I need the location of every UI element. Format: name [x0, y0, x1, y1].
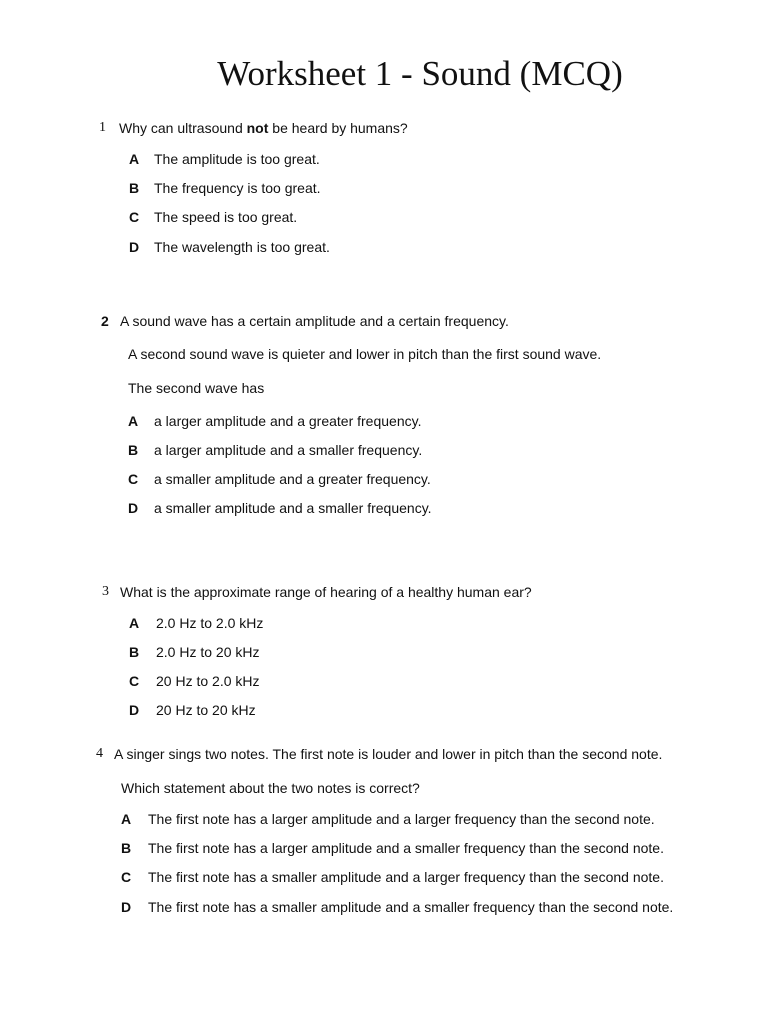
- option-text: The amplitude is too great.: [154, 151, 320, 167]
- option-letter: C: [121, 869, 132, 885]
- option-letter: B: [129, 180, 140, 196]
- option-letter: B: [121, 840, 132, 856]
- option-letter: A: [128, 413, 139, 429]
- option-letter: A: [121, 811, 132, 827]
- option-letter: A: [129, 615, 140, 631]
- option-text: a larger amplitude and a smaller frequency.: [154, 442, 423, 458]
- question-stem: Which statement about the two notes is correct?: [121, 780, 420, 796]
- option-text: 20 Hz to 20 kHz: [156, 702, 256, 718]
- question-number: 4: [96, 746, 103, 761]
- option-text: The first note has a smaller amplitude and a larger frequency than the second note.: [148, 869, 664, 885]
- option-letter: A: [129, 151, 140, 167]
- option-letter: D: [129, 702, 140, 718]
- option-text: The wavelength is too great.: [154, 239, 330, 255]
- option-letter: D: [121, 899, 132, 915]
- question-stem: The second wave has: [128, 380, 265, 396]
- option-letter: C: [128, 471, 139, 487]
- option-letter: D: [128, 500, 139, 516]
- option-letter: D: [129, 239, 140, 255]
- option-text: The first note has a larger amplitude and a larger frequency than the second note.: [148, 811, 655, 827]
- option-text: The first note has a smaller amplitude and a smaller frequency than the second note.: [148, 899, 674, 915]
- option-text: The frequency is too great.: [154, 180, 321, 196]
- option-text: a smaller amplitude and a smaller frequency.: [154, 500, 432, 516]
- option-letter: B: [129, 644, 140, 660]
- option-text: a larger amplitude and a greater frequency.: [154, 413, 422, 429]
- question-number: 1: [99, 120, 106, 135]
- option-letter: C: [129, 673, 140, 689]
- option-text: The first note has a larger amplitude and a smaller frequency than the second note.: [148, 840, 664, 856]
- option-letter: C: [129, 209, 140, 225]
- option-text: 20 Hz to 2.0 kHz: [156, 673, 260, 689]
- question-number: 2: [101, 313, 109, 329]
- question-text-part: Why can ultrasound: [119, 120, 247, 136]
- option-text: a smaller amplitude and a greater frequency.: [154, 471, 431, 487]
- question-number: 3: [102, 584, 109, 599]
- question-text: [119, 119, 408, 137]
- option-text: 2.0 Hz to 2.0 kHz: [156, 615, 264, 631]
- question-text-part: be heard by humans?: [268, 120, 408, 136]
- worksheet-title: Worksheet 1 - Sound (MCQ): [217, 54, 623, 93]
- question-text: A sound wave has a certain amplitude and a certain frequency.: [120, 313, 509, 329]
- question-text: A singer sings two notes. The first note is louder and lower in pitch than the second note.: [114, 746, 663, 762]
- question-text: What is the approximate range of hearing of a healthy human ear?: [120, 584, 532, 600]
- option-letter: B: [128, 442, 139, 458]
- option-text: 2.0 Hz to 20 kHz: [156, 644, 260, 660]
- option-text: The speed is too great.: [154, 209, 298, 225]
- question-context: A second sound wave is quieter and lower in pitch than the first sound wave.: [128, 346, 602, 362]
- question-text-emphasis: not: [246, 120, 269, 136]
